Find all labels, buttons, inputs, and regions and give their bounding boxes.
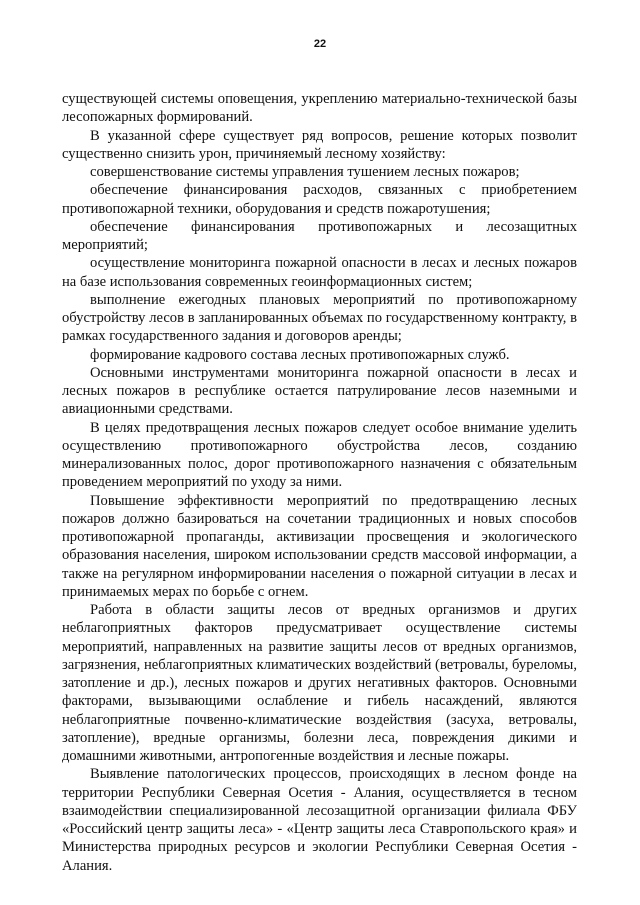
document-body xyxy=(62,90,577,874)
paragraph: В целях предотвращения лесных пожаров следует особое внимание уделить осуществлению противопожарного обустройства лесов, созданию минерализованных полос, дорог противопожарного назначения с обязательным проведением мероприятий по уходу за ними. xyxy=(62,419,577,491)
list-item: совершенствование системы управления тушением лесных пожаров; xyxy=(90,164,520,180)
list-item: обеспечение финансирования расходов, связанных с приобретением противопожарной техники, оборудования и средств пожаротушения; xyxy=(62,182,577,217)
page-number: 22 xyxy=(313,38,327,50)
paragraph-continuation: существующей системы оповещения, укреплению материально-технической базы лесопожарных формирований. xyxy=(62,91,577,126)
list-item: выполнение ежегодных плановых мероприятий по противопожарному обустройству лесов в запланированных объемах по государственному контракту, в рамках государственного задания и договоров аренды; xyxy=(62,291,577,345)
list-item: формирование кадрового состава лесных противопожарных служб. xyxy=(90,346,510,363)
paragraph: Повышение эффективности мероприятий по предотвращению лесных пожаров должно базироваться на сочетании традиционных и новых способов противопожарной пропаганды, активизации просвещения и экологического образования населения, широком использовании средств массовой информации, а также на регулярном информировании населения о пожарной ситуации в лесах и принимаемых мерах по борьбе с огнем. xyxy=(62,492,577,600)
paragraph: Работа в области защиты лесов от вредных организмов и других неблагоприятных факторов предусматривает осуществление системы мероприятий, направленных на развитие защиты лесов от вредных организмов, загрязнения, неблагоприятных климатических воздействий (ветровалы, буреломы, затопление и др.), лесных пожаров и других негативных факторов. Основными факторами, вызывающими ослабление и гибель насаждений, являются неблагоприятные почвенно-климатические воздействия (засуха, ветровалы, затопление), вредные организмы, болезни леса, повреждения дикими и домашними животными, антропогенные воздействия и лесные пожары. xyxy=(62,602,577,764)
paragraph-continued-next-page: Выявление патологических процессов, происходящих в лесном фонде на территории Республики Северная Осетия - Алания, осуществляется в тесном взаимодействии специализированной лесозащитной организации филиала ФБУ «Российский центр защиты леса» - «Центр защиты леса Ставропольского края» и Министерства природных ресурсов и экологии Республики Северная Осетия - Алания. xyxy=(62,766,577,874)
list-item: обеспечение финансирования противопожарных и лесозащитных мероприятий; xyxy=(62,218,577,253)
paragraph: Основными инструментами мониторинга пожарной опасности в лесах и лесных пожаров в республике остается патрулирование лесов наземными и авиационными средствами. xyxy=(62,364,577,418)
list-item: осуществление мониторинга пожарной опасности в лесах и лесных пожаров на базе использования современных геоинформационных систем; xyxy=(62,255,577,290)
paragraph: В указанной сфере существует ряд вопросов, решение которых позволит существенно снизить урон, причиняемый лесному хозяйству: xyxy=(62,127,577,162)
